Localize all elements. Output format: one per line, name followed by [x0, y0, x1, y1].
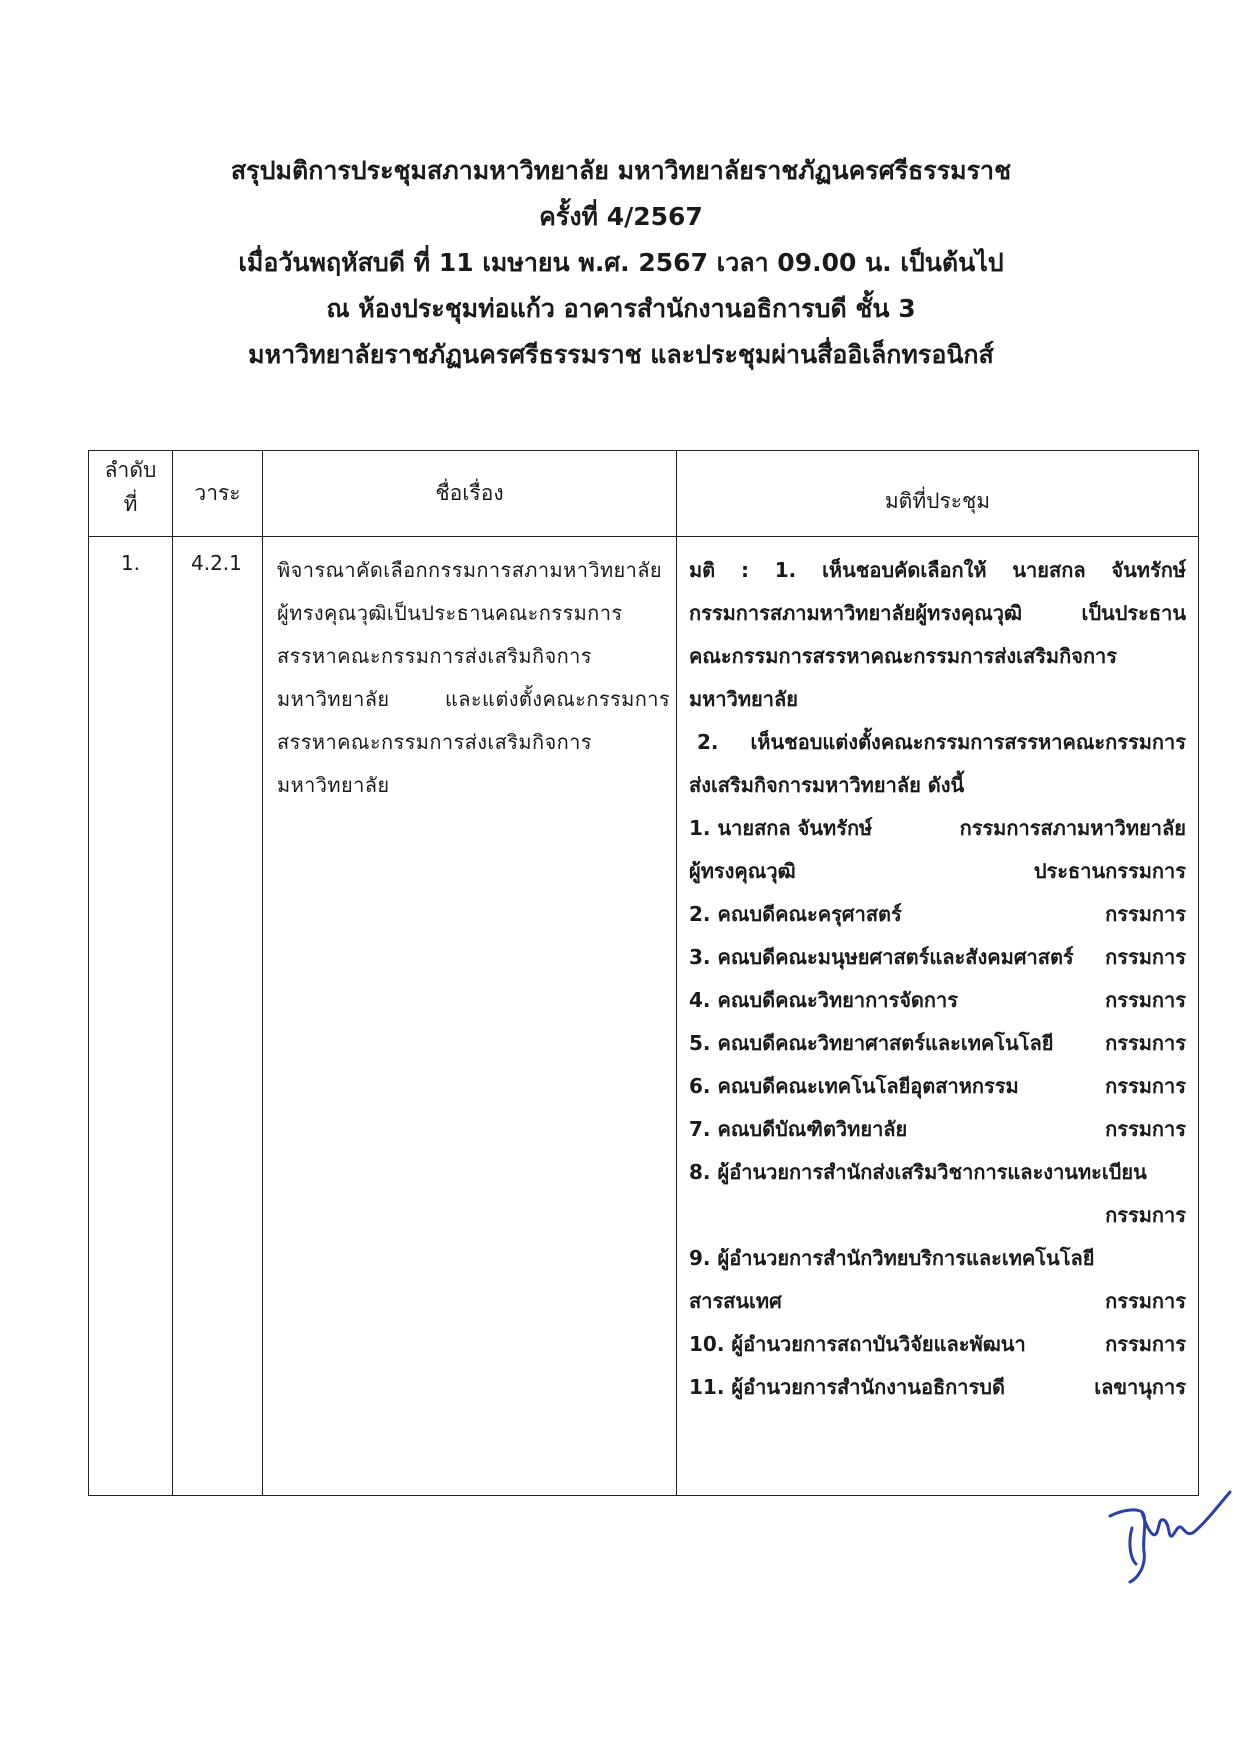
header-date: เมื่อวันพฤหัสบดี ที่ 11 เมษายน พ.ศ. 2567 เวลา 09.00 น. เป็นต้นไป — [238, 248, 1004, 277]
row-subject — [263, 537, 677, 1496]
member-row — [689, 807, 1186, 850]
subject-line: สรรหาคณะกรรมการส่งเสริมกิจการ — [277, 644, 592, 668]
header-no-line1: ลำดับ — [104, 458, 157, 482]
header-resolution-label: มติที่ประชุม — [884, 489, 991, 513]
member-role: กรรมการสภามหาวิทยาลัย — [959, 816, 1186, 840]
member-role: กรรมการ — [1105, 1117, 1186, 1141]
resolution-line: 2. เห็นชอบแต่งตั้งคณะกรรมการสรรหาคณะกรรมการ — [697, 730, 1186, 754]
minutes-table — [88, 450, 1199, 1496]
header-agenda-label: วาระ — [194, 481, 241, 505]
member-name: ผู้ทรงคุณวุฒิ — [689, 859, 796, 883]
member-name: 8. ผู้อำนวยการสำนักส่งเสริมวิชาการและงานทะเบียน — [689, 1160, 1147, 1184]
member-role: กรรมการ — [1105, 945, 1186, 969]
header-resolution — [677, 451, 1199, 537]
header-venue: ณ ห้องประชุมท่อแก้ว อาคารสำนักงานอธิการบดี ชั้น 3 — [326, 294, 916, 323]
resolution-line: มหาวิทยาลัย — [689, 687, 798, 711]
header-agenda — [173, 451, 263, 537]
member-name: 2. คณบดีคณะครุศาสตร์ — [689, 902, 902, 926]
member-row — [689, 1280, 1186, 1323]
row-no: 1. — [89, 537, 173, 1496]
member-role: กรรมการ — [1105, 1203, 1186, 1227]
member-role: กรรมการ — [1105, 1074, 1186, 1098]
member-row — [689, 1194, 1186, 1237]
resolution-line: มติ : 1. เห็นชอบคัดเลือกให้ นายสกล จันทรักษ์ — [689, 558, 1186, 582]
member-row — [689, 850, 1186, 893]
member-name: 11. ผู้อำนวยการสำนักงานอธิการบดี — [689, 1375, 1005, 1399]
header-university: มหาวิทยาลัยราชภัฏนครศรีธรรมราช และประชุมผ่านสื่ออิเล็กทรอนิกส์ — [248, 340, 994, 369]
member-name: 3. คณบดีคณะมนุษยศาสตร์และสังคมศาสตร์ — [689, 945, 1074, 969]
member-row — [689, 893, 1186, 936]
header-subject — [263, 451, 677, 537]
member-name: 4. คณบดีคณะวิทยาการจัดการ — [689, 988, 959, 1012]
member-name: 1. นายสกล จันทรักษ์ — [689, 816, 873, 840]
member-name: 7. คณบดีบัณฑิตวิทยาลัย — [689, 1117, 908, 1141]
member-name: 5. คณบดีคณะวิทยาศาสตร์และเทคโนโลยี — [689, 1031, 1054, 1055]
row-resolution — [677, 537, 1199, 1496]
member-role: กรรมการ — [1105, 1332, 1186, 1356]
document-header — [0, 148, 1242, 378]
resolution-part-1 — [689, 549, 1186, 721]
member-row — [689, 1237, 1186, 1280]
signature-icon — [1102, 1482, 1234, 1588]
resolution-line: กรรมการสภามหาวิทยาลัยผู้ทรงคุณวุฒิ เป็นประธาน — [689, 601, 1186, 625]
header-meeting-number: ครั้งที่ 4/2567 — [539, 202, 703, 231]
header-no — [89, 451, 173, 537]
member-row — [689, 979, 1186, 1022]
member-row — [689, 1108, 1186, 1151]
resolution-part-2 — [689, 721, 1186, 807]
member-role: กรรมการ — [1105, 1031, 1186, 1055]
member-role: เลขานุการ — [1094, 1375, 1186, 1399]
header-subject-label: ชื่อเรื่อง — [435, 481, 504, 505]
member-name: 6. คณบดีคณะเทคโนโลยีอุตสาหกรรม — [689, 1074, 1019, 1098]
resolution-line: คณะกรรมการสรรหาคณะกรรมการส่งเสริมกิจการ — [689, 644, 1118, 668]
subject-line: มหาวิทยาลัย — [277, 773, 390, 797]
member-role: ประธานกรรมการ — [1033, 859, 1186, 883]
member-row — [689, 1323, 1186, 1366]
subject-line: มหาวิทยาลัย และแต่งตั้งคณะกรรมการ — [277, 687, 670, 711]
header-title: สรุปมติการประชุมสภามหาวิทยาลัย มหาวิทยาลัยราชภัฏนครศรีธรรมราช — [230, 156, 1012, 185]
member-row — [689, 1151, 1186, 1194]
table-header-row — [89, 451, 1199, 537]
row-agenda: 4.2.1 — [173, 537, 263, 1496]
member-row — [689, 1065, 1186, 1108]
subject-line: สรรหาคณะกรรมการส่งเสริมกิจการ — [277, 730, 592, 754]
table-row — [89, 537, 1199, 1496]
member-role: กรรมการ — [1105, 902, 1186, 926]
header-no-line2: ที่ — [123, 492, 138, 516]
member-name: 9. ผู้อำนวยการสำนักวิทยบริการและเทคโนโลยี — [689, 1246, 1095, 1270]
member-row — [689, 1366, 1186, 1409]
subject-line: ผู้ทรงคุณวุฒิเป็นประธานคณะกรรมการ — [277, 601, 623, 625]
member-role: กรรมการ — [1105, 988, 1186, 1012]
subject-line: พิจารณาคัดเลือกกรรมการสภามหาวิทยาลัย — [277, 558, 663, 582]
member-row — [689, 1022, 1186, 1065]
member-row — [689, 936, 1186, 979]
member-name: 10. ผู้อำนวยการสถาบันวิจัยและพัฒนา — [689, 1332, 1026, 1356]
member-name: สารสนเทศ — [689, 1289, 782, 1313]
resolution-line: ส่งเสริมกิจการมหาวิทยาลัย ดังนี้ — [689, 773, 965, 797]
member-role: กรรมการ — [1105, 1289, 1186, 1313]
